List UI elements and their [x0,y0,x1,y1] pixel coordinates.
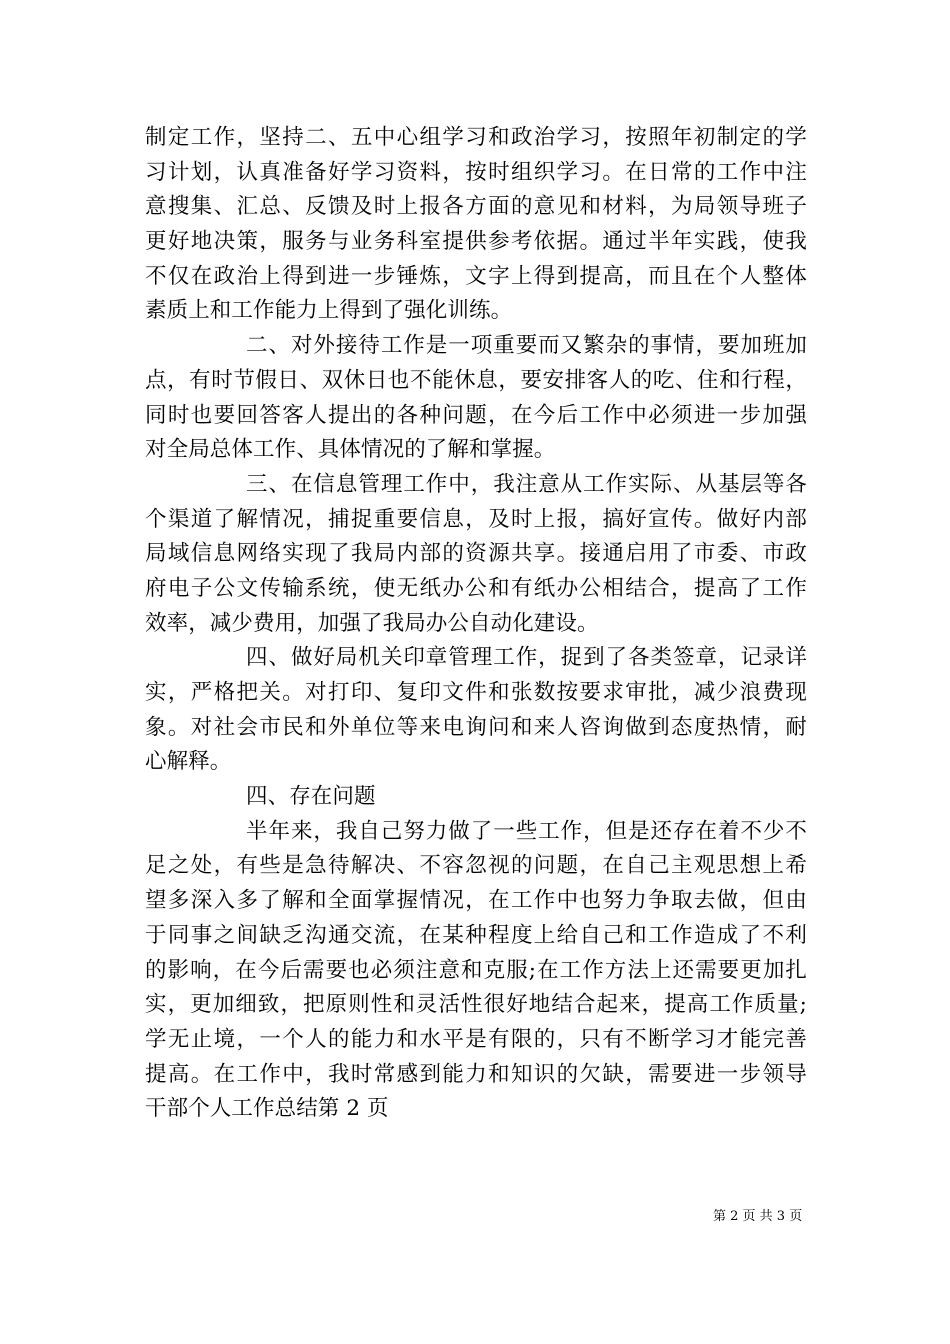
text-line: 点，有时节假日、双休日也不能休息，要安排客人的吃、住和行程， [145,367,807,393]
text-line: 更好地决策，服务与业务科室提供参考依据。通过半年实践，使我 [145,229,807,255]
paragraph-intro [145,121,807,329]
paragraph-information [145,468,807,641]
text-line: 实，严格把关。对打印、复印文件和张数按要求审批，减少浪费现 [145,680,807,705]
text-line: 实，更加细致，把原则性和灵活性很好地结合起来，提高工作质量; [145,992,807,1018]
text-line: 干部个人工作总结第 2 页 [145,1096,389,1122]
text-line: 望多深入多了解和全面掌握情况，在工作中也努力争取去做，但由 [145,888,807,914]
text-line: 的影响，在今后需要也必须注意和克服;在工作方法上还需要更加扎 [145,957,807,983]
text-line: 效率，减少费用，加强了我局办公自动化建设。 [145,610,599,636]
text-line: 个渠道了解情况，捕捉重要信息，及时上报，搞好宣传。做好内部 [145,506,807,532]
text-line: 局域信息网络实现了我局内部的资源共享。接通启用了市委、市政 [145,541,807,567]
text-line: 制定工作，坚持二、五中心组学习和政治学习，按照年初制定的学 [145,125,807,150]
text-line: 象。对社会市民和外单位等来电询问和来人咨询做到态度热情，耐 [145,714,807,740]
text-line: 提高。在工作中，我时常感到能力和知识的欠缺，需要进一步领导 [145,1061,807,1087]
text-line: 三、在信息管理工作中，我注意从工作实际、从基层等各 [246,471,807,497]
text-line: 心解释。 [145,749,232,775]
heading-line: 四、存在问题 [246,784,376,810]
text-line: 意搜集、汇总、反馈及时上报各方面的意见和材料，为局领导班子 [145,194,807,220]
page-number-footer: 第 2 页 共 3 页 [713,1209,803,1224]
text-line: 不仅在政治上得到进一步锤炼，文字上得到提高，而且在个人整体 [145,263,807,289]
text-line: 二、对外接待工作是一项重要而又繁杂的事情，要加班加 [246,333,807,359]
text-line: 对全局总体工作、具体情况的了解和掌握。 [145,437,556,463]
document-body [145,121,807,1127]
text-line: 四、做好局机关印章管理工作，捉到了各类签章，记录详 [246,645,807,671]
paragraph-reception [145,329,807,468]
text-line: 于同事之间缺乏沟通交流，在某种程度上给自己和工作造成了不利 [145,922,807,948]
text-line: 学无止境，一个人的能力和水平是有限的，只有不断学习才能完善 [145,1026,807,1052]
text-line: 足之处，有些是急待解决、不容忽视的问题，在自己主观思想上希 [145,853,807,879]
text-line: 素质上和工作能力上得到了强化训练。 [145,298,513,324]
paragraph-seal [145,641,807,780]
text-line: 半年来，我自己努力做了一些工作，但是还存在着不少不 [246,818,807,844]
text-line: 府电子公文传输系统，使无纸办公和有纸办公相结合，提高了工作 [145,575,807,601]
paragraph-problems [145,815,807,1127]
text-line: 同时也要回答客人提出的各种问题，在今后工作中必须进一步加强 [145,402,807,428]
text-line: 习计划，认真准备好学习资料，按时组织学习。在日常的工作中注 [145,159,807,185]
section-heading [145,780,807,815]
